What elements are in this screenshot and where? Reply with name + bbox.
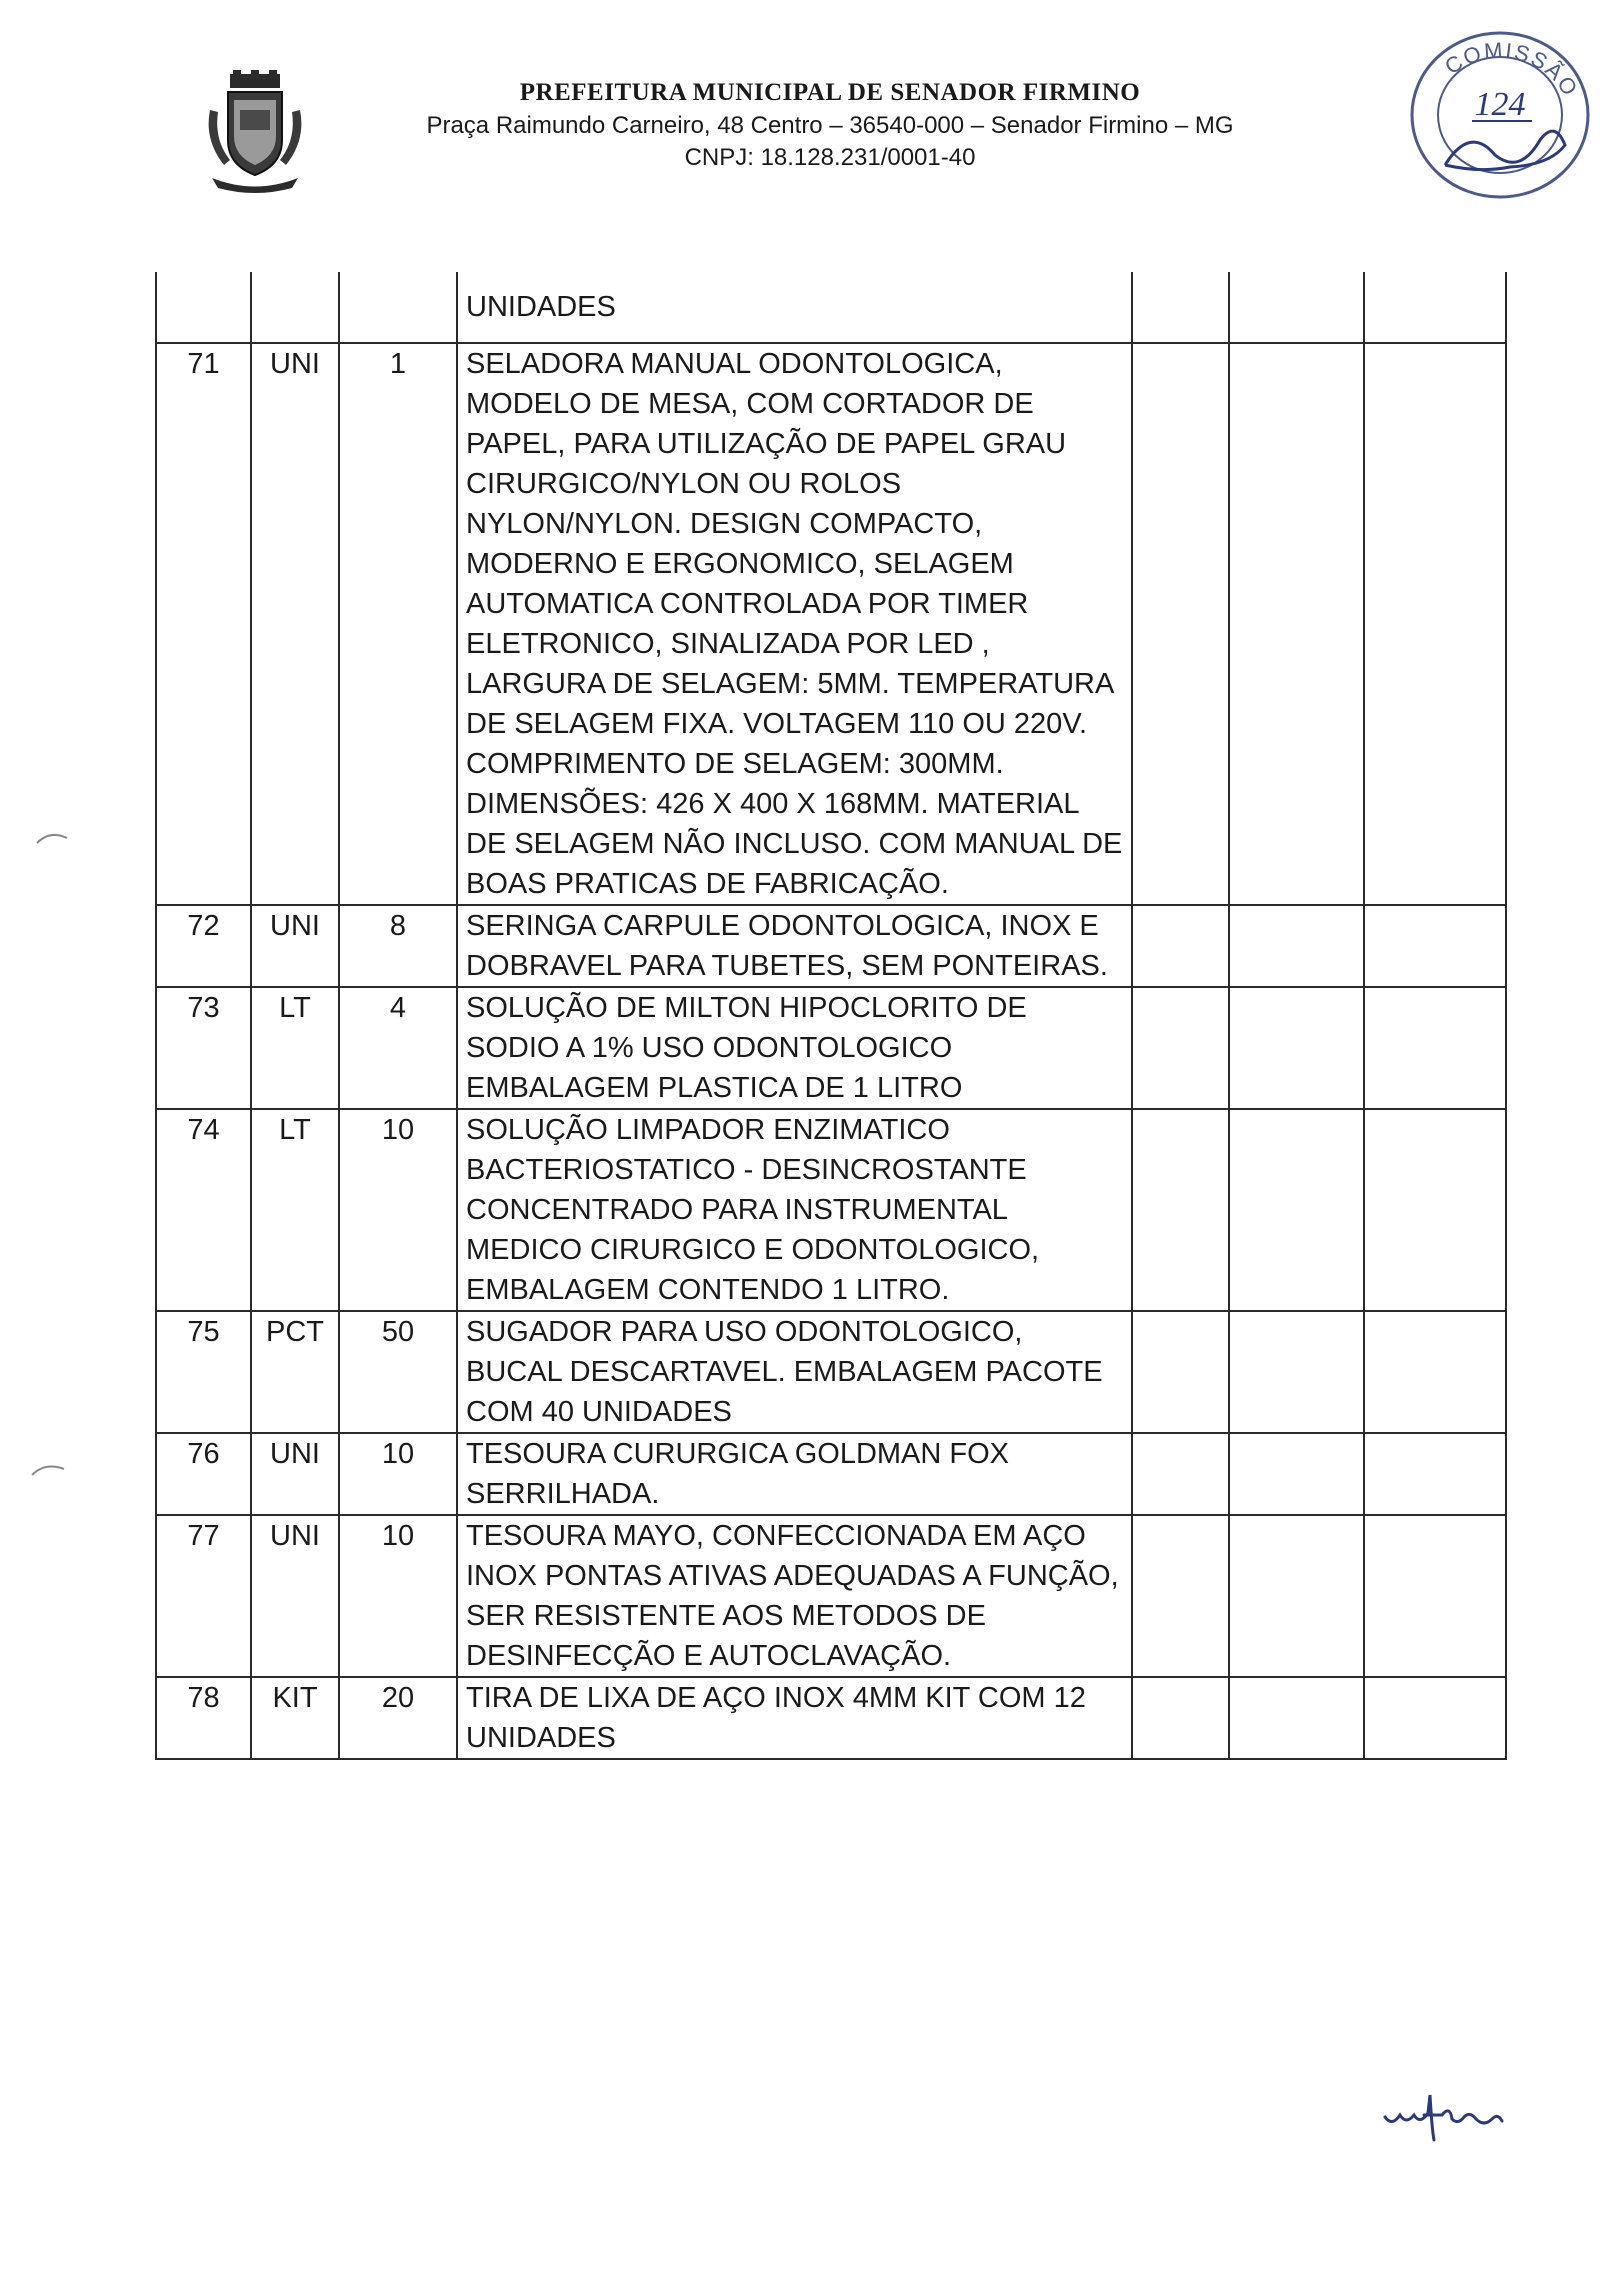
unit-cell: UNI — [251, 343, 339, 905]
blank-cell — [1229, 905, 1364, 987]
blank-cell — [1132, 905, 1229, 987]
blank-cell — [1132, 1433, 1229, 1515]
item-number-cell: 73 — [156, 987, 251, 1109]
table-row — [156, 1311, 1506, 1433]
table-row — [156, 1433, 1506, 1515]
unit-cell: LT — [251, 987, 339, 1109]
quantity-cell — [339, 272, 457, 343]
blank-cell — [1364, 343, 1506, 905]
unit-cell: UNI — [251, 1433, 339, 1515]
description-cell: TIRA DE LIXA DE AÇO INOX 4MM KIT COM 12 UNIDADES — [457, 1677, 1132, 1759]
table-row — [156, 272, 1506, 343]
quantity-cell: 8 — [339, 905, 457, 987]
blank-cell — [1364, 1109, 1506, 1311]
blank-cell — [1229, 343, 1364, 905]
items-table — [155, 272, 1507, 1760]
margin-mark-icon — [30, 1460, 80, 1480]
description-cell: SUGADOR PARA USO ODONTOLOGICO, BUCAL DESCARTAVEL. EMBALAGEM PACOTE COM 40 UNIDADES — [457, 1311, 1132, 1433]
unit-cell — [251, 272, 339, 343]
table-row — [156, 1677, 1506, 1759]
header-text — [330, 76, 1330, 174]
description-cell: SOLUÇÃO LIMPADOR ENZIMATICO BACTERIOSTATICO - DESINCROSTANTE CONCENTRADO PARA INSTRUMENTAL MEDICO CIRURGICO E ODONTOLOGICO, EMBALAGEM CONTENDO 1 LITRO. — [457, 1109, 1132, 1311]
blank-cell — [1229, 1433, 1364, 1515]
quantity-cell: 10 — [339, 1109, 457, 1311]
item-number-cell: 72 — [156, 905, 251, 987]
coat-of-arms-icon — [200, 70, 310, 195]
blank-cell — [1229, 1109, 1364, 1311]
blank-cell — [1364, 1677, 1506, 1759]
blank-cell — [1132, 1515, 1229, 1677]
blank-cell — [1132, 343, 1229, 905]
blank-cell — [1132, 1311, 1229, 1433]
description-cell: TESOURA CURURGICA GOLDMAN FOX SERRILHADA. — [457, 1433, 1132, 1515]
item-number-cell: 76 — [156, 1433, 251, 1515]
blank-cell — [1364, 1311, 1506, 1433]
table-row — [156, 1109, 1506, 1311]
table-row — [156, 905, 1506, 987]
blank-cell — [1364, 1433, 1506, 1515]
commission-stamp-icon — [1400, 15, 1600, 205]
signature-icon — [1380, 2085, 1520, 2145]
unit-cell: PCT — [251, 1311, 339, 1433]
item-number-cell — [156, 272, 251, 343]
blank-cell — [1229, 1311, 1364, 1433]
blank-cell — [1364, 272, 1506, 343]
unit-cell: KIT — [251, 1677, 339, 1759]
page-header — [0, 0, 1600, 220]
item-number-cell: 77 — [156, 1515, 251, 1677]
item-number-cell: 71 — [156, 343, 251, 905]
item-number-cell: 78 — [156, 1677, 251, 1759]
description-cell: TESOURA MAYO, CONFECCIONADA EM AÇO INOX PONTAS ATIVAS ADEQUADAS A FUNÇÃO, SER RESISTENTE AOS METODOS DE DESINFECÇÃO E AUTOCLAVAÇÃO. — [457, 1515, 1132, 1677]
blank-cell — [1132, 272, 1229, 343]
unit-cell: LT — [251, 1109, 339, 1311]
description-cell: SOLUÇÃO DE MILTON HIPOCLORITO DE SODIO A 1% USO ODONTOLOGICO EMBALAGEM PLASTICA DE 1 LITRO — [457, 987, 1132, 1109]
item-number-cell: 75 — [156, 1311, 251, 1433]
quantity-cell: 50 — [339, 1311, 457, 1433]
table-row — [156, 343, 1506, 905]
quantity-cell: 1 — [339, 343, 457, 905]
quantity-cell: 20 — [339, 1677, 457, 1759]
unit-cell: UNI — [251, 1515, 339, 1677]
table-row — [156, 1515, 1506, 1677]
quantity-cell: 10 — [339, 1515, 457, 1677]
description-cell: SELADORA MANUAL ODONTOLOGICA, MODELO DE MESA, COM CORTADOR DE PAPEL, PARA UTILIZAÇÃO DE PAPEL GRAU CIRURGICO/NYLON OU ROLOS NYLON/NYLON. DESIGN COMPACTO, MODERNO E ERGONOMICO, SELAGEM AUTOMATICA CONTROLADA POR TIMER ELETRONICO, SINALIZADA POR LED , LARGURA DE SELAGEM: 5MM. TEMPERATURA DE SELAGEM FIXA. VOLTAGEM 110 OU 220V. COMPRIMENTO DE SELAGEM: 300MM. DIMENSÕES: 426 X 400 X 168MM. MATERIAL DE SELAGEM NÃO INCLUSO. COM MANUAL DE BOAS PRATICAS DE FABRICAÇÃO. — [457, 343, 1132, 905]
blank-cell — [1364, 1515, 1506, 1677]
cnpj-line: CNPJ: 18.128.231/0001-40 — [684, 144, 976, 171]
description-cell: UNIDADES — [457, 272, 1132, 343]
description-cell: SERINGA CARPULE ODONTOLOGICA, INOX E DOBRAVEL PARA TUBETES, SEM PONTEIRAS. — [457, 905, 1132, 987]
margin-mark-icon — [35, 828, 85, 848]
municipality-title: PREFEITURA MUNICIPAL DE SENADOR FIRMINO — [519, 79, 1141, 106]
quantity-cell: 4 — [339, 987, 457, 1109]
stamp-label: COMISSÃO — [1440, 37, 1584, 102]
stamp-page-number: 124 — [1474, 86, 1526, 123]
blank-cell — [1132, 987, 1229, 1109]
blank-cell — [1229, 1677, 1364, 1759]
blank-cell — [1132, 1109, 1229, 1311]
unit-cell: UNI — [251, 905, 339, 987]
item-number-cell: 74 — [156, 1109, 251, 1311]
blank-cell — [1229, 987, 1364, 1109]
blank-cell — [1364, 987, 1506, 1109]
blank-cell — [1364, 905, 1506, 987]
table-row — [156, 987, 1506, 1109]
address-line: Praça Raimundo Carneiro, 48 Centro – 36540-000 – Senador Firmino – MG — [426, 112, 1234, 139]
blank-cell — [1229, 272, 1364, 343]
quantity-cell: 10 — [339, 1433, 457, 1515]
blank-cell — [1229, 1515, 1364, 1677]
blank-cell — [1132, 1677, 1229, 1759]
